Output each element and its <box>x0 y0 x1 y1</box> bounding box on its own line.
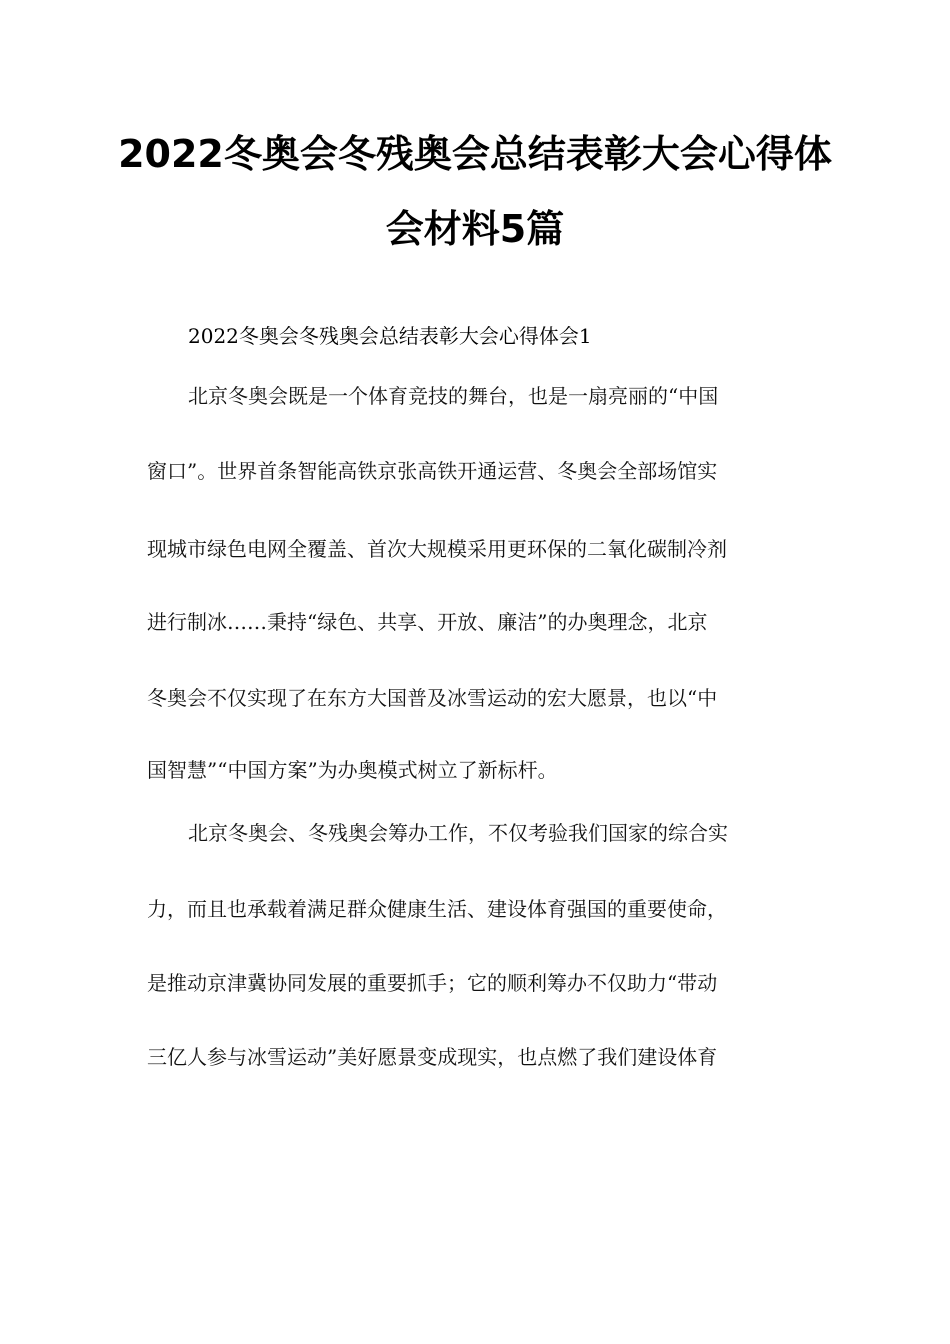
paragraph-1-line-5: 冬奥会不仅实现了在东方大国普及冰雪运动的宏大愿景，也以“中 <box>147 686 718 710</box>
paragraph-2-line-1: 北京冬奥会、冬残奥会筹办工作，不仅考验我们国家的综合实 <box>188 821 728 845</box>
paragraph-1-line-2: 窗口”。世界首条智能高铁京张高铁开通运营、冬奥会全部场馆实 <box>147 459 718 483</box>
paragraph-2-line-3: 是推动京津冀协同发展的重要抓手；它的顺利筹办不仅助力“带动 <box>147 971 718 995</box>
paragraph-2-line-2: 力，而且也承载着满足群众健康生活、建设体育强国的重要使命， <box>147 897 727 921</box>
document-title-line-1: 2022冬奥会冬残奥会总结表彰大会心得体 <box>118 132 832 176</box>
paragraph-1-line-1: 北京冬奥会既是一个体育竞技的舞台，也是一扇亮丽的“中国 <box>188 384 719 408</box>
paragraph-2-line-4: 三亿人参与冰雪运动”美好愿景变成现实，也点燃了我们建设体育 <box>147 1045 718 1069</box>
paragraph-1-line-6: 国智慧”“中国方案”为办奥模式树立了新标杆。 <box>147 758 558 782</box>
document-title-line-2: 会材料5篇 <box>385 207 565 251</box>
paragraph-1-line-3: 现城市绿色电网全覆盖、首次大规模采用更环保的二氧化碳制冷剂 <box>147 537 727 561</box>
section-heading: 2022冬奥会冬残奥会总结表彰大会心得体会1 <box>188 324 592 348</box>
paragraph-1-line-4: 进行制冰……秉持“绿色、共享、开放、廉洁”的办奥理念，北京 <box>147 610 708 634</box>
